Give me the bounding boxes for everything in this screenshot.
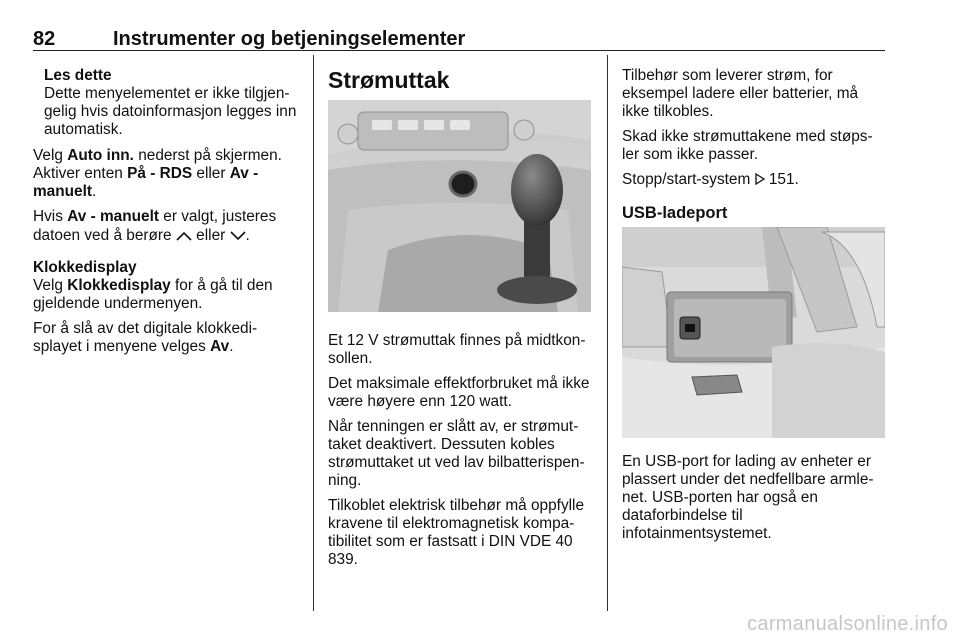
paragraph: Velg Klokkedisplay for å gå til den gjeldende undermenyen. [33,277,273,312]
paragraph: Tilbehør som leverer strøm, for eksempel ladere eller batterier, må ikke tilkobles. [622,67,859,120]
column-right [622,67,888,223]
chevron-down-icon [230,227,246,243]
chevron-up-icon [176,227,192,243]
paragraph: Tilkoblet elektrisk tilbehør må oppfylle kravene til elektromagnetisk kompa-tibilitet som er fastsatt i DIN VDE 40 839. [328,497,585,568]
note-box [33,67,303,139]
note-body: Dette menyelementet er ikke tilgjen-gelig hvis datoinformasjon legges inn automatisk. [44,85,297,138]
menu-term: På - RDS [127,165,193,182]
column-middle-text [328,332,598,576]
section-heading: USB-ladeport [622,204,728,222]
column-divider [607,55,608,611]
paragraph: En USB-port for lading av enheter er plassert under det nedfellbare armle-net. USB-porten har også en dataforbindelse til infotainmentsystemet. [622,453,874,542]
menu-term: Av - manuelt [67,208,159,225]
paragraph: Velg Auto inn. nederst på skjermen. Aktiver enten På - RDS eller Av - manuelt. [33,147,282,200]
watermark: carmanualsonline.info [747,613,948,635]
menu-term: Auto inn. [67,147,134,164]
paragraph: Når tenningen er slått av, er strømut-taket deaktivert. Dessuten kobles strømuttaket ut ved lav bilbatterispen-ning. [328,418,585,489]
column-left [33,67,303,363]
section-heading: Strømuttak [328,67,450,93]
page-number: 82 [33,28,56,50]
menu-term: Av - manuelt [33,165,259,200]
paragraph: Skad ikke strømuttakene med støps-ler som ikke passer. [622,128,873,163]
menu-term: Klokkedisplay [67,277,171,294]
paragraph: Stopp/start-system 151. [622,171,799,188]
column-middle [328,67,598,93]
page-header [33,28,885,51]
usb-port-illustration [622,227,885,438]
power-outlet-illustration [328,100,591,312]
paragraph: Det maksimale effektforbruket må ikke være høyere enn 120 watt. [328,375,590,410]
section-heading: Klokkedisplay [33,259,137,276]
page-reference-icon [755,171,765,188]
column-divider [313,55,314,611]
paragraph: Et 12 V strømuttak finnes på midtkon-sollen. [328,332,586,367]
paragraph: For å slå av det digitale klokkedi-splayet i menyene velges Av. [33,320,258,355]
note-title: Les dette [44,67,112,84]
paragraph: Hvis Av - manuelt er valgt, justeres datoen ved å berøre eller . [33,208,277,244]
chapter-title: Instrumenter og betjeningselementer [113,28,466,50]
column-right-text [622,453,888,550]
menu-term: Av [210,338,230,355]
